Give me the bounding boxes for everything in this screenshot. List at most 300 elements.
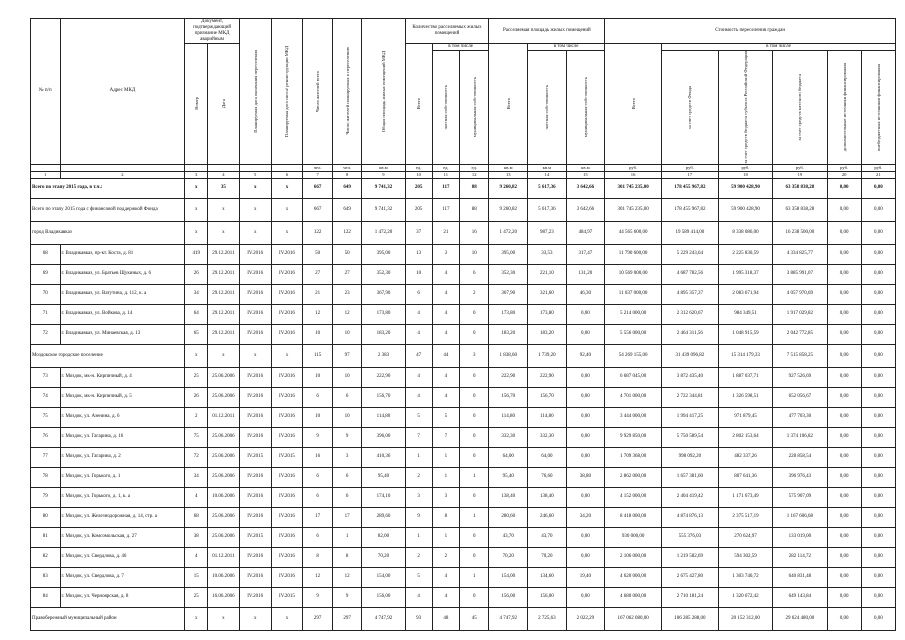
- value-cell: 4: [432, 587, 459, 607]
- value-cell: 0: [459, 587, 489, 607]
- value-cell: 301 745 235,00: [605, 178, 662, 198]
- value-cell: 156,00: [362, 587, 405, 607]
- value-cell: x: [185, 221, 208, 244]
- value-cell: 9 929 850,00: [605, 427, 662, 447]
- value-cell: 1: [432, 467, 459, 487]
- value-cell: 47: [405, 344, 432, 367]
- value-cell: 25.06.2006: [208, 447, 240, 467]
- value-cell: x: [239, 344, 271, 367]
- value-cell: IV.2016: [239, 467, 271, 487]
- value-cell: 44: [432, 344, 459, 367]
- value-cell: IV.2016: [239, 587, 271, 607]
- value-cell: 10: [332, 367, 362, 387]
- value-cell: 31 439 096,82: [661, 344, 718, 367]
- value-cell: 115: [303, 344, 333, 367]
- value-cell: 10: [405, 264, 432, 284]
- value-cell: 352,30: [362, 264, 405, 284]
- value-cell: 246,60: [528, 507, 567, 527]
- value-cell: IV.2016: [271, 467, 303, 487]
- unit-cell: [60, 164, 185, 171]
- column-number-cell: 17: [661, 171, 718, 178]
- value-cell: 649 143,84: [773, 587, 827, 607]
- value-cell: 0: [459, 367, 489, 387]
- value-cell: 0,00: [827, 607, 861, 630]
- header-residents-planned: Число жителей планируемых к переселению: [332, 19, 362, 165]
- value-cell: 10.06.2006: [208, 567, 240, 587]
- table-row: [31, 547, 896, 567]
- value-cell: 114,80: [489, 407, 528, 427]
- value-cell: 183,20: [489, 324, 528, 344]
- value-cell: 205: [405, 198, 432, 221]
- row-number-cell: 84: [31, 587, 61, 607]
- value-cell: 482 337,26: [718, 447, 772, 467]
- value-cell: 0: [459, 487, 489, 507]
- address-cell: г. Моздок, ул. Свердлова, д. 7: [60, 567, 185, 587]
- address-cell: г. Моздок, ул. Черноярская, д. 8: [60, 587, 185, 607]
- header-address: Адрес МКД: [60, 19, 185, 165]
- value-cell: 667: [303, 178, 333, 198]
- header-area-total: Общая площадь жилых помещений МКД: [362, 19, 405, 165]
- value-cell: 270 624,97: [718, 527, 772, 547]
- value-cell: 0,00: [827, 467, 861, 487]
- value-cell: 2 802 153,64: [718, 427, 772, 447]
- value-cell: 6: [303, 527, 333, 547]
- address-cell: г. Моздок, ул. Азенина, д. 6: [60, 407, 185, 427]
- column-number-cell: 7: [303, 171, 333, 178]
- value-cell: 0,00: [861, 324, 895, 344]
- table-header: [31, 19, 896, 179]
- value-cell: 25.06.2006: [208, 367, 240, 387]
- unit-cell: ед.: [405, 164, 432, 171]
- value-cell: 26: [185, 264, 208, 284]
- unit-cell: [185, 164, 208, 171]
- value-cell: 45: [459, 607, 489, 630]
- value-cell: x: [208, 607, 240, 630]
- value-cell: 352,30: [489, 264, 528, 284]
- value-cell: 1: [332, 527, 362, 547]
- header-doc-date: Дата: [208, 44, 240, 165]
- value-cell: IV.2016: [271, 507, 303, 527]
- resettlement-table: [30, 18, 896, 631]
- header-num: № п/п: [31, 19, 61, 165]
- value-cell: IV.2016: [239, 387, 271, 407]
- value-cell: 173,80: [362, 304, 405, 324]
- row-number-cell: Моздокское городское поселение: [31, 344, 185, 367]
- column-number-cell: 18: [718, 171, 772, 178]
- subtotal-row: [31, 221, 896, 244]
- value-cell: 0,00: [827, 244, 861, 264]
- value-cell: 0,00: [827, 387, 861, 407]
- value-cell: 667: [303, 198, 333, 221]
- value-cell: 971 879,45: [718, 407, 772, 427]
- value-cell: 222,90: [528, 367, 567, 387]
- value-cell: 410,36: [362, 447, 405, 467]
- value-cell: 1 303 740,72: [718, 567, 772, 587]
- value-cell: 0,00: [827, 304, 861, 324]
- value-cell: 16: [459, 221, 489, 244]
- value-cell: 33,53: [528, 244, 567, 264]
- value-cell: x: [185, 178, 208, 198]
- value-cell: 70,20: [489, 547, 528, 567]
- header-doc-number: Номер: [185, 44, 208, 165]
- value-cell: 0,00: [827, 567, 861, 587]
- value-cell: 998 092,20: [661, 447, 718, 467]
- column-number-cell: 16: [605, 171, 662, 178]
- row-number-cell: город Владикавказ: [31, 221, 185, 244]
- value-cell: x: [239, 607, 271, 630]
- value-cell: 3 872 435,40: [661, 367, 718, 387]
- value-cell: 4: [405, 304, 432, 324]
- value-cell: IV.2016: [271, 407, 303, 427]
- value-cell: 5 750 589,54: [661, 427, 718, 447]
- value-cell: 0,00: [566, 367, 605, 387]
- value-cell: 38: [185, 527, 208, 547]
- value-cell: 54 269 155,00: [605, 344, 662, 367]
- value-cell: 0,00: [827, 324, 861, 344]
- value-cell: 3: [405, 487, 432, 507]
- value-cell: 9: [303, 427, 333, 447]
- value-cell: 1 739,20: [528, 344, 567, 367]
- value-cell: 4: [185, 547, 208, 567]
- value-cell: 640 831,48: [773, 567, 827, 587]
- value-cell: 3 642,66: [566, 178, 605, 198]
- value-cell: 395,00: [489, 244, 528, 264]
- units-row: [31, 164, 896, 171]
- value-cell: IV.2016: [271, 264, 303, 284]
- table-row: [31, 527, 896, 547]
- subtotal-row: [31, 607, 896, 630]
- address-cell: г. Владикавказ, ул. Войкова, д. 14: [60, 304, 185, 324]
- value-cell: 2 404 419,42: [661, 487, 718, 507]
- value-cell: 8: [303, 547, 333, 567]
- value-cell: 649: [332, 198, 362, 221]
- value-cell: 76,60: [528, 467, 567, 487]
- value-cell: 5 214 000,00: [605, 304, 662, 324]
- value-cell: 0,00: [861, 264, 895, 284]
- value-cell: 477 703,30: [773, 407, 827, 427]
- value-cell: 1: [459, 507, 489, 527]
- table-row: [31, 244, 896, 264]
- value-cell: 0,00: [861, 607, 895, 630]
- value-cell: IV.2016: [239, 547, 271, 567]
- column-number-cell: 9: [362, 171, 405, 178]
- row-number-cell: 69: [31, 264, 61, 284]
- value-cell: 0,00: [566, 547, 605, 567]
- column-number-cell: 20: [827, 171, 861, 178]
- address-cell: г. Моздок, ул. Гагарина, д. 16: [60, 427, 185, 447]
- row-number-cell: 74: [31, 387, 61, 407]
- value-cell: IV.2016: [239, 304, 271, 324]
- value-cell: 29 624 480,00: [773, 607, 827, 630]
- value-cell: 8: [432, 507, 459, 527]
- header-rooms-group: Количество расселяемых жилых помещений: [405, 19, 489, 44]
- column-number-cell: 6: [271, 171, 303, 178]
- value-cell: 9: [332, 587, 362, 607]
- header-cost-total: Всего: [605, 44, 662, 165]
- value-cell: 183,20: [362, 324, 405, 344]
- row-number-cell: 79: [31, 487, 61, 507]
- value-cell: 297: [303, 607, 333, 630]
- value-cell: 297: [332, 607, 362, 630]
- value-cell: 0,00: [566, 324, 605, 344]
- value-cell: 2 083 671,94: [718, 284, 772, 304]
- value-cell: 9 741,32: [362, 198, 405, 221]
- value-cell: 0,00: [861, 587, 895, 607]
- value-cell: 6: [332, 467, 362, 487]
- value-cell: 10: [303, 367, 333, 387]
- value-cell: 1: [405, 527, 432, 547]
- value-cell: 1 320 672,42: [718, 587, 772, 607]
- table-row: [31, 264, 896, 284]
- table-row: [31, 367, 896, 387]
- header-area-private: частная собственность: [528, 51, 567, 165]
- value-cell: x: [239, 221, 271, 244]
- column-number-cell: 11: [432, 171, 459, 178]
- value-cell: 649: [332, 178, 362, 198]
- unit-cell: кв.м: [566, 164, 605, 171]
- value-cell: 2 106 000,00: [605, 547, 662, 567]
- table-row: [31, 567, 896, 587]
- value-cell: 9 260,82: [489, 198, 528, 221]
- value-cell: 0: [459, 387, 489, 407]
- value-cell: 594 302,59: [718, 547, 772, 567]
- value-cell: 1: [405, 447, 432, 467]
- value-cell: 3: [332, 447, 362, 467]
- value-cell: 0,00: [827, 427, 861, 447]
- unit-cell: руб.: [718, 164, 772, 171]
- value-cell: IV.2016: [239, 507, 271, 527]
- column-number-cell: 10: [405, 171, 432, 178]
- header-area-total2: Всего: [489, 44, 528, 165]
- address-cell: г. Владикавказ, пр-кт. Коста, д. 81: [60, 244, 185, 264]
- value-cell: 34: [185, 284, 208, 304]
- column-number-cell: 12: [459, 171, 489, 178]
- value-cell: 0,00: [566, 427, 605, 447]
- value-cell: 6: [332, 487, 362, 507]
- value-cell: 1 374 106,82: [773, 427, 827, 447]
- unit-cell: [208, 164, 240, 171]
- value-cell: 0,00: [827, 178, 861, 198]
- value-cell: 5 617,36: [528, 198, 567, 221]
- address-cell: г. Владикавказ, ул. Братьев Щукиных, д. 6: [60, 264, 185, 284]
- value-cell: 4: [432, 387, 459, 407]
- value-cell: 1: [432, 527, 459, 547]
- column-numbers-row: [31, 171, 896, 178]
- value-cell: 332,30: [489, 427, 528, 447]
- value-cell: 4: [432, 284, 459, 304]
- value-cell: 1 472,20: [362, 221, 405, 244]
- value-cell: 5: [432, 407, 459, 427]
- unit-cell: [31, 164, 61, 171]
- unit-cell: ед.: [432, 164, 459, 171]
- value-cell: 35: [208, 178, 240, 198]
- value-cell: 0,00: [566, 527, 605, 547]
- table-row: [31, 407, 896, 427]
- value-cell: 0,00: [827, 221, 861, 244]
- row-number-cell: 70: [31, 284, 61, 304]
- value-cell: IV.2016: [239, 244, 271, 264]
- value-cell: 0,00: [827, 284, 861, 304]
- value-cell: 82,00: [362, 527, 405, 547]
- value-cell: IV.2016: [239, 284, 271, 304]
- value-cell: 43,70: [528, 527, 567, 547]
- value-cell: 156,70: [362, 387, 405, 407]
- value-cell: IV.2016: [271, 367, 303, 387]
- value-cell: IV.2016: [271, 304, 303, 324]
- unit-cell: кв.м: [362, 164, 405, 171]
- value-cell: 0,00: [861, 178, 895, 198]
- value-cell: 11 790 600,00: [605, 244, 662, 264]
- value-cell: 01.12.2011: [208, 407, 240, 427]
- value-cell: 3 642,66: [566, 198, 605, 221]
- value-cell: 16: [303, 447, 333, 467]
- value-cell: 88: [459, 198, 489, 221]
- unit-cell: [271, 164, 303, 171]
- value-cell: 2 464 311,56: [661, 324, 718, 344]
- value-cell: 0: [459, 527, 489, 547]
- value-cell: x: [271, 198, 303, 221]
- value-cell: 4 701 000,00: [605, 387, 662, 407]
- value-cell: 0,00: [827, 487, 861, 507]
- header-cost-fund: за счет средств Фонда: [661, 51, 718, 165]
- address-cell: г. Моздок, ул. Гагарина, д. 2: [60, 447, 185, 467]
- value-cell: 0,00: [827, 264, 861, 284]
- value-cell: 0,00: [566, 407, 605, 427]
- table-row: [31, 467, 896, 487]
- value-cell: 2 675 427,80: [661, 567, 718, 587]
- row-number-cell: Всего по этапу 2015 года, в т.ч.:: [31, 178, 185, 198]
- value-cell: 2: [432, 547, 459, 567]
- value-cell: 1: [459, 567, 489, 587]
- value-cell: 0,00: [566, 387, 605, 407]
- value-cell: 1 326 598,51: [718, 387, 772, 407]
- address-cell: г. Моздок, ул. Горького, д. 1, к. а: [60, 487, 185, 507]
- value-cell: 0,00: [861, 198, 895, 221]
- value-cell: 178 455 967,82: [661, 178, 718, 198]
- unit-cell: чел.: [303, 164, 333, 171]
- value-cell: 114,80: [528, 407, 567, 427]
- value-cell: 0,00: [861, 387, 895, 407]
- address-cell: г. Владикавказ, ул. Минаевская, д. 13: [60, 324, 185, 344]
- table-row: [31, 507, 896, 527]
- value-cell: 930 000,00: [605, 527, 662, 547]
- value-cell: 92,40: [566, 344, 605, 367]
- header-area-municipal: муниципальная собственность: [566, 51, 605, 165]
- value-cell: 6: [303, 387, 333, 407]
- value-cell: 11 037 000,00: [605, 284, 662, 304]
- value-cell: 16 238 500,00: [773, 221, 827, 244]
- value-cell: 7: [405, 427, 432, 447]
- value-cell: 4: [432, 324, 459, 344]
- value-cell: x: [185, 607, 208, 630]
- value-cell: x: [271, 344, 303, 367]
- value-cell: 1: [459, 467, 489, 487]
- value-cell: 222,90: [362, 367, 405, 387]
- value-cell: 0,00: [827, 527, 861, 547]
- value-cell: IV.2015: [271, 447, 303, 467]
- value-cell: IV.2016: [271, 284, 303, 304]
- value-cell: IV.2016: [271, 427, 303, 447]
- value-cell: 4 334 825,77: [773, 244, 827, 264]
- value-cell: 122: [332, 221, 362, 244]
- value-cell: 01.12.2011: [208, 547, 240, 567]
- value-cell: 6: [303, 467, 333, 487]
- value-cell: 2 042 772,85: [773, 324, 827, 344]
- value-cell: 134,60: [528, 567, 567, 587]
- value-cell: 0,00: [861, 367, 895, 387]
- value-cell: 484,97: [566, 221, 605, 244]
- value-cell: 7: [432, 427, 459, 447]
- value-cell: 0,00: [861, 447, 895, 467]
- value-cell: 156,00: [528, 587, 567, 607]
- column-number-cell: 1: [31, 171, 61, 178]
- value-cell: 9: [405, 507, 432, 527]
- table-row: [31, 447, 896, 467]
- value-cell: 4 057 970,69: [773, 284, 827, 304]
- value-cell: 50: [332, 244, 362, 264]
- value-cell: 0: [459, 547, 489, 567]
- value-cell: IV.2015: [271, 587, 303, 607]
- value-cell: 183,20: [528, 324, 567, 344]
- column-number-cell: 15: [566, 171, 605, 178]
- value-cell: 222,90: [489, 367, 528, 387]
- value-cell: IV.2016: [271, 527, 303, 547]
- value-cell: 0,00: [861, 487, 895, 507]
- value-cell: 205: [405, 178, 432, 198]
- table-row: [31, 587, 896, 607]
- value-cell: 2 725,63: [528, 607, 567, 630]
- value-cell: 4: [432, 567, 459, 587]
- value-cell: 88: [459, 178, 489, 198]
- value-cell: 4: [432, 304, 459, 324]
- value-cell: 575 907,09: [773, 487, 827, 507]
- value-cell: 9: [303, 587, 333, 607]
- address-cell: г. Моздок, ул. Горького, д. 1: [60, 467, 185, 487]
- header-cost-local: за счет средств местного бюджета: [773, 51, 827, 165]
- table-row: [31, 387, 896, 407]
- value-cell: 117: [432, 178, 459, 198]
- value-cell: 27: [332, 264, 362, 284]
- value-cell: 25: [185, 367, 208, 387]
- value-cell: 4: [432, 367, 459, 387]
- value-cell: IV.2016: [271, 324, 303, 344]
- address-cell: г. Моздок, ул. Железнодорожная, д. 14, стр. а: [60, 507, 185, 527]
- row-number-cell: 68: [31, 244, 61, 264]
- value-cell: 4: [405, 587, 432, 607]
- value-cell: 5 556 000,00: [605, 324, 662, 344]
- value-cell: 807 641,36: [718, 467, 772, 487]
- value-cell: 17: [303, 507, 333, 527]
- value-cell: 0,00: [566, 304, 605, 324]
- value-cell: 38,80: [566, 467, 605, 487]
- value-cell: IV.2016: [239, 264, 271, 284]
- row-number-cell: Всего по этапу 2015 года с финансовой поддержкой Фонда: [31, 198, 185, 221]
- value-cell: 1 472,20: [489, 221, 528, 244]
- value-cell: 131,20: [566, 264, 605, 284]
- value-cell: 0: [459, 407, 489, 427]
- value-cell: 0,00: [566, 487, 605, 507]
- value-cell: 221,10: [528, 264, 567, 284]
- value-cell: 12: [332, 567, 362, 587]
- value-cell: 4: [405, 387, 432, 407]
- column-number-cell: 4: [208, 171, 240, 178]
- value-cell: 75: [185, 427, 208, 447]
- unit-cell: ед.: [459, 164, 489, 171]
- table-row: [31, 304, 896, 324]
- value-cell: IV.2016: [239, 367, 271, 387]
- value-cell: 0,00: [861, 407, 895, 427]
- value-cell: 2 710 181,24: [661, 587, 718, 607]
